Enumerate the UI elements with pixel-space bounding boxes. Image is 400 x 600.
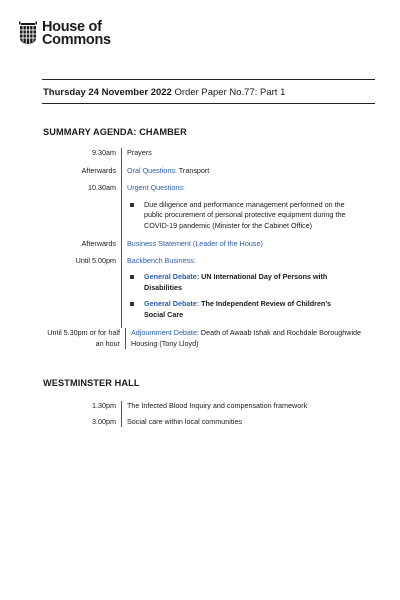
bullet-square-icon (130, 203, 134, 207)
agenda-row-urgent-questions (42, 183, 382, 239)
logo-line2: Commons (42, 32, 111, 48)
heading-rule (42, 103, 375, 104)
general-debate-link[interactable]: General Debate: (144, 299, 200, 308)
agenda-row-infected-blood (42, 401, 382, 417)
agenda-row-backbench (42, 256, 382, 329)
logo-text (42, 21, 111, 47)
agenda-time: Afterwards (81, 165, 116, 175)
bullet-item (128, 272, 382, 293)
agenda-row-prayers (42, 148, 382, 166)
debate-title: UN International Day of Persons with Disabilities (144, 272, 328, 292)
agenda-text: Transport (176, 165, 210, 175)
heading-paper: Order Paper No.77: Part 1 (174, 87, 286, 98)
logo (18, 21, 111, 47)
order-paper-heading (43, 87, 285, 98)
heading-date: Thursday 24 November 2022 (43, 87, 172, 98)
agenda-text: The Infected Blood Inquiry and compensation framework (127, 401, 308, 410)
bullet-item (128, 299, 382, 320)
bullet-square-icon (130, 302, 134, 306)
adjournment-debate-link[interactable]: Adjournment Debate: (131, 328, 199, 337)
chamber-title: SUMMARY AGENDA: CHAMBER (43, 127, 187, 137)
top-rule (42, 79, 375, 80)
logo-line1: House of (42, 19, 102, 35)
backbench-business-link[interactable]: Backbench Business: (127, 255, 196, 265)
agenda-time: 1.30pm (92, 401, 116, 410)
agenda-time: 9.30am (92, 148, 116, 157)
agenda-row-social-care (42, 417, 382, 428)
business-statement-link[interactable]: Business Statement (Leader of the House) (127, 239, 263, 248)
agenda-time: Until 5.00pm (75, 255, 116, 265)
agenda-row-oral-questions (42, 166, 382, 184)
agenda-time: 10.30am (88, 183, 116, 192)
debate-title: The Independent Review of Children's Social Care (144, 299, 332, 319)
bullet-item (128, 200, 382, 232)
agenda-row-business-statement (42, 239, 382, 256)
bullet-text: Due diligence and performance management performed on the public procurement of personal protective equipment during the COVID-19 pandemic (Minister for the Cabinet Office) (144, 199, 346, 230)
agenda-text: Prayers (127, 148, 152, 157)
oral-questions-link[interactable]: Oral Questions: (127, 165, 177, 175)
bullet-square-icon (130, 275, 134, 279)
agenda-time: Until 5.30pm or for half an hour (47, 328, 120, 348)
westminster-title: WESTMINSTER HALL (43, 378, 140, 388)
general-debate-link[interactable]: General Debate: (144, 272, 200, 281)
agenda-time: 3.00pm (92, 416, 116, 426)
agenda-text: Death of Awaab Ishak and Rochdale Boroughwide Housing (Tony Lloyd) (131, 328, 362, 348)
agenda-time: Afterwards (81, 239, 116, 248)
urgent-questions-link[interactable]: Urgent Questions: (127, 183, 185, 192)
agenda-row-adjournment (42, 328, 382, 349)
westminster-agenda (42, 401, 382, 427)
agenda-text: Social care within local communities (127, 416, 243, 426)
portcullis-icon (18, 21, 38, 45)
chamber-agenda (42, 148, 382, 349)
